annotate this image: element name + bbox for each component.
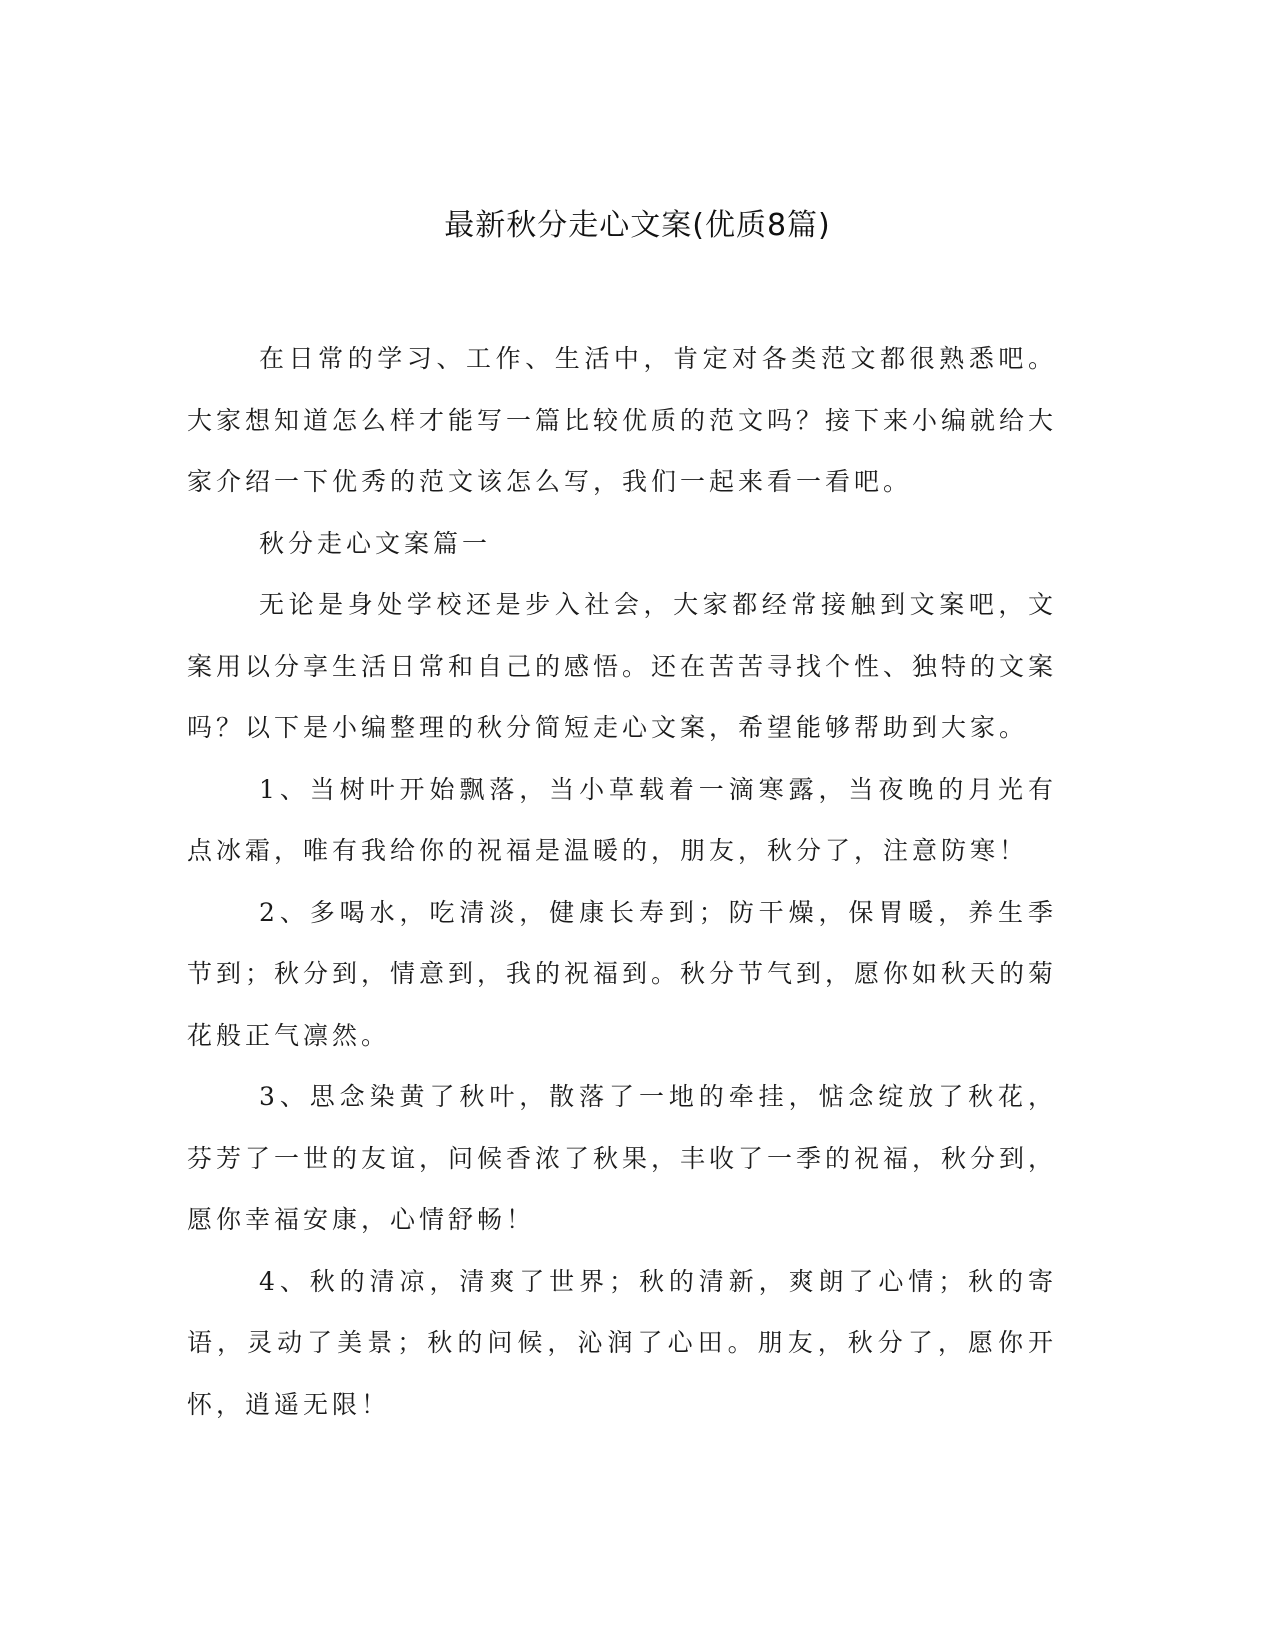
list-item-2: 2、多喝水，吃清淡，健康长寿到；防干燥，保胃暖，养生季节到；秋分到，情意到，我的祝福到。秋分节气到，愿你如秋天的菊花般正气凛然。	[187, 897, 1058, 1050]
section-heading: 秋分走心文案篇一	[259, 528, 492, 558]
list-item-4: 4、秋的清凉，清爽了世界；秋的清新，爽朗了心情；秋的寄语，灵动了美景；秋的问候，沁润了心田。朋友，秋分了，愿你开怀，逍遥无限！	[187, 1266, 1057, 1419]
document-title: 最新秋分走心文案(优质8篇)	[444, 208, 831, 243]
document-body	[187, 328, 1057, 1435]
intro-paragraph: 在日常的学习、工作、生活中，肯定对各类范文都很熟悉吧。大家想知道怎么样才能写一篇比较优质的范文吗？接下来小编就给大家介绍一下优秀的范文该怎么写，我们一起来看一看吧。	[187, 344, 1058, 496]
list-item-3: 3、思念染黄了秋叶，散落了一地的牵挂，惦念绽放了秋花，芬芳了一世的友谊，问候香浓了秋果，丰收了一季的祝福，秋分到，愿你幸福安康，心情舒畅！	[187, 1082, 1058, 1234]
list-item-1: 1、当树叶开始飘落，当小草载着一滴寒露，当夜晚的月光有点冰霜，唯有我给你的祝福是温暖的，朋友，秋分了，注意防寒！	[187, 774, 1057, 865]
section-intro-paragraph: 无论是身处学校还是步入社会，大家都经常接触到文案吧，文案用以分享生活日常和自己的感悟。还在苦苦寻找个性、独特的文案吗？以下是小编整理的秋分简短走心文案，希望能够帮助到大家。	[187, 590, 1058, 742]
